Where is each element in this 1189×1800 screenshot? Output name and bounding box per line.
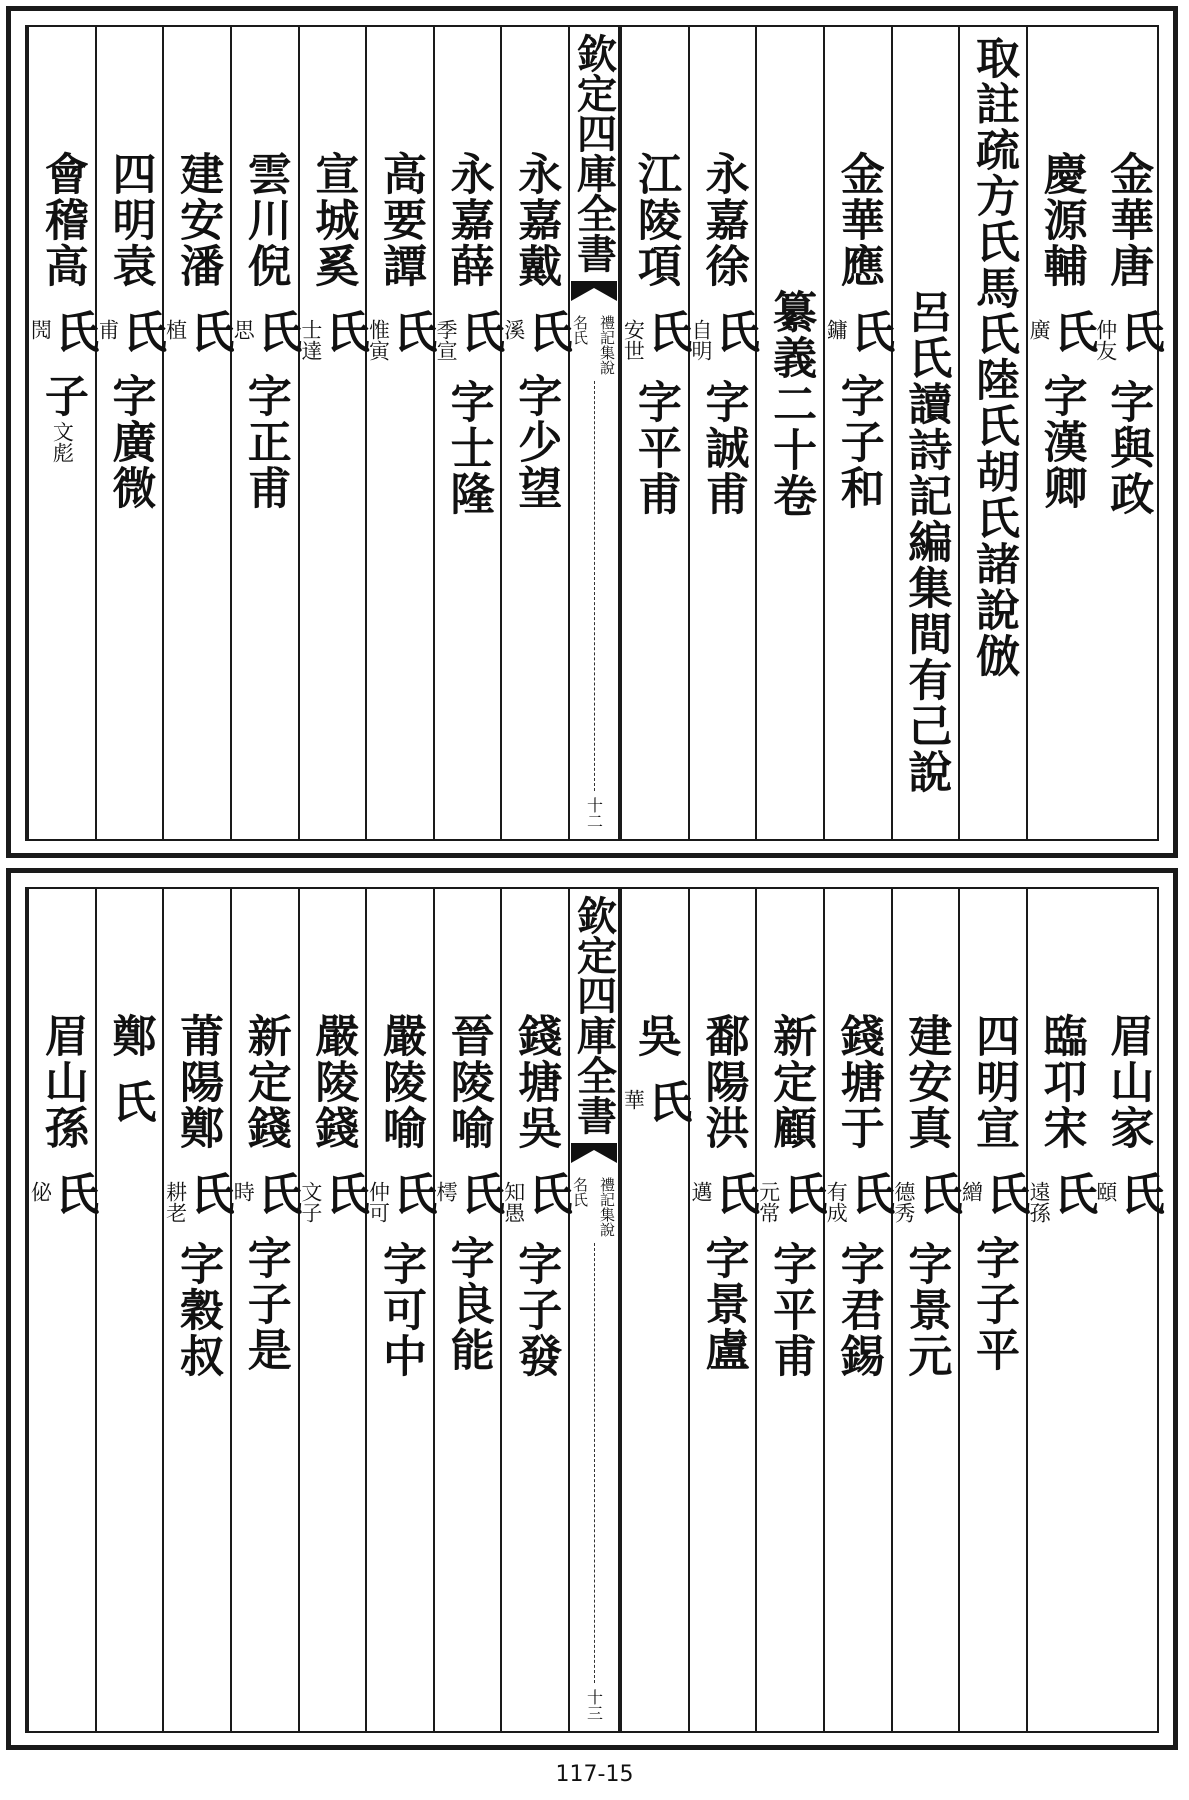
surname-suffix: 氏 bbox=[1112, 309, 1164, 355]
courtesy-name: 字與政 bbox=[1102, 379, 1154, 517]
courtesy-name: 字平甫 bbox=[765, 1241, 817, 1379]
person-name: 永嘉薛 bbox=[442, 151, 494, 289]
text-column bbox=[958, 27, 1026, 839]
surname-suffix: 氏 bbox=[1046, 1171, 1098, 1217]
person-name: 金華應 bbox=[832, 151, 884, 289]
person-name: 建安真 bbox=[900, 1013, 952, 1151]
given-name-note: 仲可 bbox=[366, 1181, 391, 1223]
courtesy-name: 字穀叔 bbox=[172, 1241, 224, 1379]
person-name: 宣城奚 bbox=[307, 151, 359, 289]
person-name: 會稽高 bbox=[36, 151, 88, 289]
column-text: 呂氏讀詩記編集間有己說 bbox=[900, 289, 952, 795]
person-name: 吳 bbox=[629, 1013, 681, 1059]
given-name-note: 士達 bbox=[298, 319, 323, 361]
person-name: 四明宣 bbox=[967, 1013, 1019, 1151]
given-name-note: 知愚 bbox=[501, 1181, 526, 1223]
bottom-page-panel bbox=[6, 868, 1178, 1750]
surname-suffix: 氏 bbox=[707, 1171, 759, 1217]
person-name: 四明袁 bbox=[104, 151, 156, 289]
column-text: 取註疏方氏馬氏陸氏胡氏諸說倣 bbox=[967, 35, 1019, 679]
person-name: 臨卭宋 bbox=[1035, 1013, 1087, 1151]
book-series-title: 欽定四庫全書 bbox=[570, 895, 618, 1135]
book-title: 禮記集說 bbox=[598, 315, 616, 375]
surname-suffix: 氏 bbox=[385, 309, 437, 355]
fold-line bbox=[594, 1243, 595, 1683]
bottom-page-frame bbox=[25, 887, 1164, 1733]
person-name: 鄭 bbox=[104, 1013, 156, 1059]
text-column bbox=[1026, 27, 1098, 839]
given-name-note: 自明 bbox=[688, 319, 713, 361]
text-column bbox=[500, 27, 572, 839]
surname-suffix: 氏 bbox=[317, 1171, 369, 1217]
text-column bbox=[433, 889, 505, 1731]
column-text: 纂義二十卷 bbox=[765, 289, 817, 519]
text-column bbox=[620, 889, 692, 1731]
courtesy-name: 子 bbox=[36, 373, 88, 419]
given-name-note: 鏞 bbox=[824, 319, 849, 340]
surname-suffix: 氏 bbox=[182, 1171, 234, 1217]
book-title: 禮記集說 bbox=[598, 1177, 616, 1237]
fishtail-mark bbox=[571, 1143, 617, 1163]
courtesy-name: 字可中 bbox=[374, 1241, 426, 1379]
person-name: 錢塘吳 bbox=[510, 1013, 562, 1151]
given-name-note: 華 bbox=[621, 1089, 646, 1110]
given-name-note: 閌 bbox=[28, 319, 53, 340]
surname-suffix: 氏 bbox=[640, 309, 692, 355]
surname-suffix: 氏 bbox=[843, 1171, 895, 1217]
text-column bbox=[162, 27, 234, 839]
courtesy-name: 字少望 bbox=[510, 373, 562, 511]
text-column bbox=[1093, 889, 1164, 1731]
person-name: 江陵項 bbox=[629, 151, 681, 289]
courtesy-name: 字士隆 bbox=[442, 379, 494, 517]
text-column bbox=[500, 889, 572, 1731]
courtesy-name: 字漢卿 bbox=[1035, 373, 1087, 511]
courtesy-name: 字誠甫 bbox=[697, 379, 749, 517]
given-name-note: 元常 bbox=[756, 1181, 781, 1223]
section-title: 名氏 bbox=[571, 1177, 589, 1207]
top-page-panel bbox=[6, 6, 1178, 858]
fold-line bbox=[594, 381, 595, 791]
courtesy-name: 字景元 bbox=[900, 1241, 952, 1379]
text-column bbox=[688, 889, 759, 1731]
surname-suffix: 氏 bbox=[640, 1079, 692, 1125]
given-name-note: 甫 bbox=[95, 319, 120, 340]
text-column bbox=[1093, 27, 1164, 839]
surname-suffix: 氏 bbox=[47, 1171, 99, 1217]
surname-suffix: 氏 bbox=[453, 309, 505, 355]
given-name-note: 文子 bbox=[298, 1181, 323, 1223]
courtesy-name-note: 文彪 bbox=[50, 421, 75, 463]
person-name: 雲川倪 bbox=[239, 151, 291, 289]
given-name-note: 佖 bbox=[28, 1181, 53, 1202]
courtesy-name: 字子發 bbox=[510, 1241, 562, 1379]
surname-suffix: 氏 bbox=[385, 1171, 437, 1217]
courtesy-name: 字平甫 bbox=[629, 379, 681, 517]
surname-suffix: 氏 bbox=[520, 309, 572, 355]
person-name: 永嘉戴 bbox=[510, 151, 562, 289]
person-name: 新定顧 bbox=[765, 1013, 817, 1151]
text-column bbox=[365, 27, 437, 839]
person-name: 眉山家 bbox=[1102, 1013, 1154, 1151]
person-name: 莆陽鄭 bbox=[172, 1013, 224, 1151]
surname-suffix: 氏 bbox=[250, 309, 302, 355]
given-name-note: 時 bbox=[231, 1181, 256, 1202]
person-name: 嚴陵喻 bbox=[374, 1013, 426, 1151]
given-name-note: 安世 bbox=[621, 319, 646, 361]
person-name: 金華唐 bbox=[1102, 151, 1154, 289]
surname-suffix: 氏 bbox=[775, 1171, 827, 1217]
text-column bbox=[365, 889, 437, 1731]
text-column bbox=[95, 889, 163, 1731]
given-name-note: 樗 bbox=[434, 1181, 459, 1202]
surname-suffix: 氏 bbox=[250, 1171, 302, 1217]
text-column bbox=[891, 889, 962, 1731]
text-column bbox=[27, 27, 99, 839]
person-name: 嚴陵錢 bbox=[307, 1013, 359, 1151]
surname-suffix: 氏 bbox=[182, 309, 234, 355]
text-column bbox=[755, 889, 827, 1731]
text-column bbox=[823, 889, 895, 1731]
surname-suffix: 氏 bbox=[1112, 1171, 1164, 1217]
page-number: 117-15 bbox=[555, 1762, 634, 1787]
surname-suffix: 氏 bbox=[707, 309, 759, 355]
text-column bbox=[688, 27, 759, 839]
section-title: 名氏 bbox=[571, 315, 589, 345]
top-page-frame bbox=[25, 25, 1164, 841]
courtesy-name: 字子和 bbox=[832, 373, 884, 511]
surname-suffix: 氏 bbox=[843, 309, 895, 355]
given-name-note: 有成 bbox=[824, 1181, 849, 1223]
surname-suffix: 氏 bbox=[1046, 309, 1098, 355]
fishtail-mark bbox=[571, 281, 617, 301]
surname-suffix: 氏 bbox=[453, 1171, 505, 1217]
text-column bbox=[298, 27, 369, 839]
given-name-note: 遠孫 bbox=[1027, 1181, 1052, 1223]
given-name-note: 頤 bbox=[1093, 1181, 1118, 1202]
text-column bbox=[755, 27, 823, 839]
surname-suffix: 氏 bbox=[520, 1171, 572, 1217]
given-name-note: 德秀 bbox=[891, 1181, 916, 1223]
person-name: 鄱陽洪 bbox=[697, 1013, 749, 1151]
given-name-note: 廣 bbox=[1027, 319, 1052, 340]
courtesy-name: 字廣微 bbox=[104, 373, 156, 511]
courtesy-name: 字正甫 bbox=[239, 373, 291, 511]
text-column bbox=[620, 27, 692, 839]
person-name: 慶源輔 bbox=[1035, 151, 1087, 289]
leaf-number: 十三 bbox=[584, 1689, 604, 1721]
text-column bbox=[95, 27, 166, 839]
courtesy-name: 字景盧 bbox=[697, 1235, 749, 1373]
given-name-note: 溪 bbox=[501, 319, 526, 340]
text-column bbox=[1026, 889, 1098, 1731]
courtesy-name: 字子平 bbox=[967, 1235, 1019, 1373]
surname-suffix: 氏 bbox=[104, 1079, 156, 1125]
text-column bbox=[823, 27, 895, 839]
given-name-note: 思 bbox=[231, 319, 256, 340]
person-name: 建安潘 bbox=[172, 151, 224, 289]
courtesy-name: 字良能 bbox=[442, 1235, 494, 1373]
banxin-center-column bbox=[568, 27, 620, 839]
given-name-note: 惟寅 bbox=[366, 319, 391, 361]
courtesy-name: 字君錫 bbox=[832, 1241, 884, 1379]
given-name-note: 植 bbox=[163, 319, 188, 340]
given-name-note: 邁 bbox=[688, 1181, 713, 1202]
text-column bbox=[891, 27, 959, 839]
text-column bbox=[27, 889, 99, 1731]
book-series-title: 欽定四庫全書 bbox=[570, 33, 618, 273]
given-name-note: 季宣 bbox=[434, 319, 459, 361]
given-name-note: 繒 bbox=[959, 1181, 984, 1202]
person-name: 永嘉徐 bbox=[697, 151, 749, 289]
person-name: 錢塘于 bbox=[832, 1013, 884, 1151]
text-column bbox=[230, 27, 302, 839]
person-name: 晉陵喻 bbox=[442, 1013, 494, 1151]
banxin-center-column bbox=[568, 889, 620, 1731]
given-name-note: 耕老 bbox=[163, 1181, 188, 1223]
person-name: 高要譚 bbox=[374, 151, 426, 289]
person-name: 眉山孫 bbox=[36, 1013, 88, 1151]
surname-suffix: 氏 bbox=[114, 309, 166, 355]
person-name: 新定錢 bbox=[239, 1013, 291, 1151]
text-column bbox=[958, 889, 1030, 1731]
surname-suffix: 氏 bbox=[978, 1171, 1030, 1217]
surname-suffix: 氏 bbox=[910, 1171, 962, 1217]
text-column bbox=[298, 889, 369, 1731]
surname-suffix: 氏 bbox=[47, 309, 99, 355]
leaf-number: 十二 bbox=[584, 797, 604, 829]
given-name-note: 仲友 bbox=[1093, 319, 1118, 361]
text-column bbox=[162, 889, 234, 1731]
courtesy-name: 字子是 bbox=[239, 1235, 291, 1373]
text-column bbox=[433, 27, 505, 839]
surname-suffix: 氏 bbox=[317, 309, 369, 355]
text-column bbox=[230, 889, 302, 1731]
